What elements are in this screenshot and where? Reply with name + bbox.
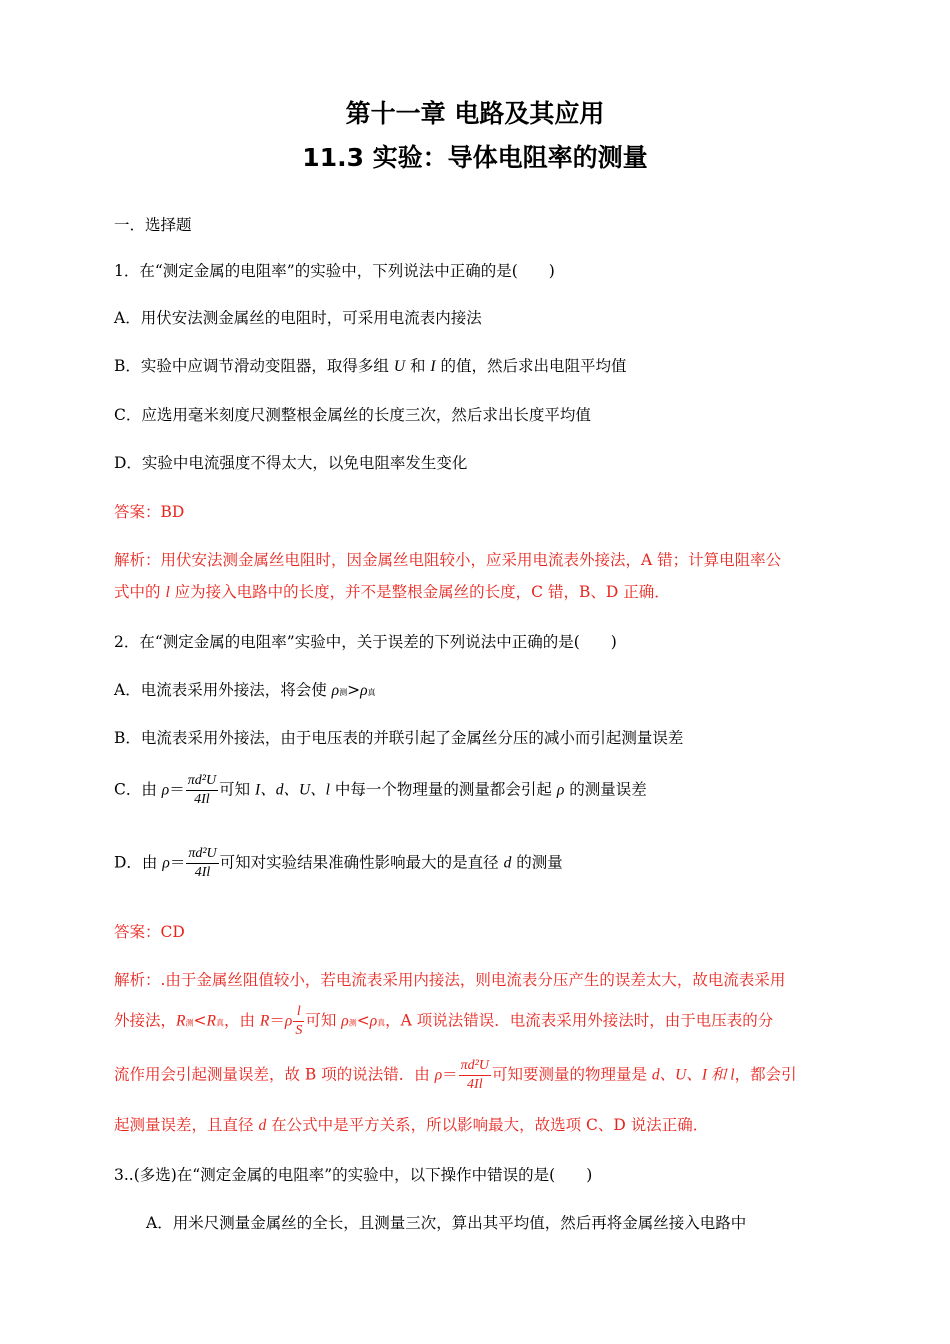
equals-sign: ＝ (442, 1065, 458, 1084)
q2-stem: 2．在“测定金属的电阻率”实验中，关于误差的下列说法中正确的是( ) (114, 633, 617, 651)
subscript-measured: 测 (348, 1018, 357, 1028)
rho-symbol: ρ (284, 1012, 293, 1030)
q2-c-vars: I、d、U、l (255, 781, 330, 799)
fraction-numerator: πd²U (186, 772, 218, 791)
formula-fraction (186, 845, 218, 882)
q2-c-text: 中每一个物理量的测量都会引起 (329, 780, 557, 799)
formula-fraction (459, 1057, 491, 1094)
q2-analysis-vars: d、U、I 和 l (651, 1066, 735, 1084)
q2-d-var: d (503, 854, 512, 872)
fraction-denominator: 4Il (194, 792, 210, 807)
equals-sign: ＝ (169, 780, 185, 799)
q2-analysis-line3 (114, 1057, 797, 1094)
q2-option-a (114, 678, 376, 700)
equals-sign: ＝ (269, 1011, 285, 1030)
resistance-symbol: R (259, 1012, 270, 1030)
q1-b-pre: B．实验中应调节滑动变阻器，取得多组 (114, 357, 394, 375)
q3-stem: 3..(多选)在“测定金属的电阻率”的实验中，以下操作中错误的是( ) (114, 1166, 593, 1184)
q2-analysis-text: 起测量误差，且直径 (114, 1116, 259, 1134)
q2-a-text: A．电流表采用外接法，将会使 (114, 681, 332, 699)
q2-c-text: C．由 (114, 780, 162, 799)
q2-analysis-text: 流作用会引起测量误差，故 B 项的说法错．由 (114, 1065, 435, 1084)
q2-analysis-text: ，由 (223, 1011, 260, 1030)
q2-analysis-var-d: d (258, 1117, 267, 1134)
q2-analysis-text: 外接法， (114, 1011, 177, 1030)
q2-d-text: D．由 (114, 853, 163, 872)
q2-analysis-line1: 解析：.由于金属丝阻值较小，若电流表采用内接法，则电流表分压产生的误差太大，故电流表采用 (114, 971, 786, 989)
section-title: 11.3 实验：导体电阻率的测量 (302, 143, 648, 172)
subscript-true: 真 (377, 1018, 386, 1028)
q2-analysis-text: 在公式中是平方关系，所以影响最大，故选项 C、D 说法正确． (266, 1116, 709, 1134)
q1-analysis-text: 式中的 (114, 583, 166, 601)
rho-symbol: ρ (161, 781, 170, 799)
rho-symbol: ρ (162, 854, 170, 872)
fraction-numerator: πd²U (459, 1057, 491, 1076)
q2-analysis-text: 可知 (305, 1011, 342, 1030)
q2-option-c (114, 772, 647, 809)
q2-d-text: 的测量 (511, 853, 563, 872)
rho-symbol: ρ (331, 682, 340, 699)
q1-b-post: 的值，然后求出电阻平均值 (435, 357, 627, 375)
q2-c-text: 可知 (219, 780, 256, 799)
q1-answer: 答案：BD (114, 503, 185, 521)
subscript-true: 真 (215, 1018, 224, 1028)
q2-analysis-text: ，A 项说法错误．电流表采用外接法时，由于电压表的分 (385, 1011, 774, 1030)
q3-option-a: A．用米尺测量金属丝的全长，且测量三次，算出其平均值，然后再将金属丝接入电路中 (146, 1214, 747, 1232)
fraction-denominator: 4Il (194, 865, 211, 880)
q1-option-a: A．用伏安法测金属丝的电阻时，可采用电流表内接法 (114, 309, 482, 327)
resistance-symbol: R (176, 1012, 186, 1030)
q2-analysis-line2 (114, 1003, 773, 1040)
fraction-numerator: l (293, 1003, 304, 1022)
q2-analysis-text: 可知要测量的物理量是 (491, 1065, 652, 1084)
section-label: 一．选择题 (114, 216, 192, 234)
q2-option-d (114, 845, 563, 882)
greater-than: > (347, 681, 361, 699)
rho-symbol: ρ (341, 1012, 349, 1030)
fraction-numerator: πd²U (186, 845, 218, 864)
rho-symbol: ρ (434, 1066, 443, 1084)
q1-b-i: I (430, 358, 436, 375)
resistance-symbol: R (206, 1012, 216, 1030)
q1-analysis-line1: 解析：用伏安法测金属丝电阻时，因金属丝电阻较小，应采用电流表外接法，A 错；计算电阻率公 (114, 551, 782, 569)
q1-stem: 1．在“测定金属的电阻率”的实验中，下列说法中正确的是( ) (114, 262, 555, 280)
formula-fraction (186, 772, 218, 809)
q1-analysis-var-l: l (165, 584, 170, 601)
q1-option-c: C．应选用毫米刻度尺测整根金属丝的长度三次，然后求出长度平均值 (114, 406, 591, 424)
q2-d-text: 可知对实验结果准确性影响最大的是直径 (219, 853, 504, 872)
q1-option-d: D．实验中电流强度不得太大，以免电阻率发生变化 (114, 454, 468, 472)
equals-sign: ＝ (169, 853, 186, 872)
q1-b-mid: 和 (405, 357, 431, 375)
q2-analysis-line4 (114, 1113, 708, 1135)
rho-symbol: ρ (369, 1012, 378, 1030)
fraction-denominator: S (295, 1023, 303, 1038)
less-than: < (193, 1011, 207, 1030)
q1-analysis-text: 应为接入电路中的长度，并不是整根金属丝的长度，C 错，B、D 正确． (169, 583, 670, 601)
q2-answer: 答案：CD (114, 923, 185, 941)
chapter-title: 第十一章 电路及其应用 (345, 99, 605, 128)
subscript-true: 真 (367, 688, 376, 697)
subscript-measured: 测 (185, 1018, 194, 1028)
less-than: < (356, 1011, 370, 1030)
q1-b-u: U (393, 358, 406, 375)
q1-analysis-line2 (114, 580, 670, 602)
q2-analysis-text: ，都会引 (734, 1065, 797, 1084)
formula-fraction (293, 1003, 304, 1040)
q2-option-b: B．电流表采用外接法，由于电压表的并联引起了金属丝分压的减小而引起测量误差 (114, 729, 684, 747)
q2-c-text: 的测量误差 (564, 780, 647, 799)
rho-symbol: ρ (360, 682, 368, 699)
subscript-measured: 测 (339, 688, 348, 697)
fraction-denominator: 4Il (467, 1077, 483, 1092)
q1-option-b (114, 354, 627, 376)
rho-symbol: ρ (556, 781, 565, 799)
